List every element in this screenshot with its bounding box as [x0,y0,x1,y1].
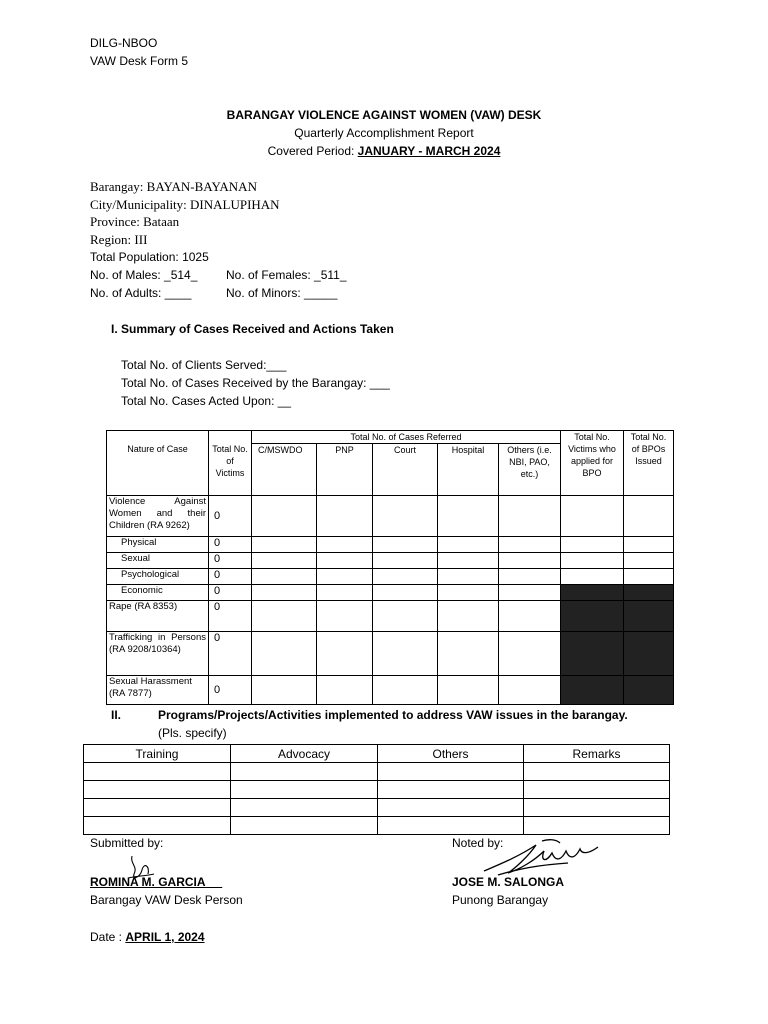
header-referred: Total No. of Cases Referred [252,431,561,444]
barangay-line: Barangay: BAYAN-BAYANAN [90,179,257,194]
row-nature: Psychological [107,569,209,585]
population-line: Total Population: 1025 [90,250,209,264]
header-others-ppa: Others [378,745,524,763]
noted-title: Punong Barangay [452,893,549,907]
noted-by-label: Noted by: [452,836,504,850]
adults-line [90,286,191,300]
row-victims: 0 [209,601,252,632]
males-value: _514_ [164,268,198,282]
table-row [107,553,674,569]
table-header-row [107,431,674,444]
table-row [84,799,670,817]
date-line [90,930,205,944]
females-label: No. of Females: [226,268,315,282]
table-row [107,676,674,705]
adults-value: ____ [164,286,192,300]
covered-period-label: Covered Period: [267,144,358,158]
row-nature: Sexual [107,553,209,569]
table-row [107,632,674,676]
header-remarks: Remarks [524,745,670,763]
header-pnp: PNP [317,444,373,496]
males-line [90,268,197,282]
province-line: Province: Bataan [90,214,180,229]
noted-name: JOSE M. SALONGA [452,875,565,889]
table-row [84,817,670,835]
document-subtitle: Quarterly Accomplishment Report [294,126,474,140]
row-nature: Rape (RA 8353) [107,601,209,632]
row-victims: 0 [209,537,252,553]
table-row [107,496,674,537]
header-total-victims: Total No. of Victims [209,431,252,496]
row-victims: 0 [209,585,252,601]
table-row [84,763,670,781]
shaded-cell [561,632,624,676]
adults-label: No. of Adults: [90,286,165,300]
header-cmswdo: C/MSWDO [252,444,317,496]
row-victims: 0 [209,569,252,585]
header-court: Court [373,444,438,496]
covered-period-value: JANUARY - MARCH 2024 [357,144,501,158]
minors-line [226,286,337,300]
shaded-cell [561,585,624,601]
table-row [107,601,674,632]
shaded-cell [561,676,624,705]
date-value: APRIL 1, 2024 [125,930,205,944]
row-victims: 0 [209,553,252,569]
males-label: No. of Males: [90,268,165,282]
header-others: Others (i.e. NBI, PAO, etc.) [499,444,561,496]
form-code: VAW Desk Form 5 [90,54,189,68]
row-victims: 0 [209,496,252,537]
cases-summary-table [106,430,674,705]
table-row [107,537,674,553]
shaded-cell [624,632,674,676]
section1-heading: I. Summary of Cases Received and Actions Taken [111,322,394,336]
clients-served-line: Total No. of Clients Served:___ [121,358,287,372]
minors-label: No. of Minors: [226,286,305,300]
females-value: _511_ [314,268,347,282]
header-bpos-issued: Total No. of BPOs Issued [624,431,674,496]
minors-value: _____ [304,286,338,300]
ppa-header-row [84,745,670,763]
row-victims: 0 [209,676,252,705]
submitted-name: ROMINA M. GARCIA [90,875,206,889]
header-applied-bpo: Total No. Victims who applied for BPO [561,431,624,496]
table-row [107,585,674,601]
table-row [84,781,670,799]
shaded-cell [561,601,624,632]
section2-number: II. [111,708,122,722]
cases-received-line: Total No. of Cases Received by the Barangay: ___ [121,376,390,390]
section2-heading: Programs/Projects/Activities implemented to address VAW issues in the barangay. [158,708,628,722]
ppa-table [83,744,670,835]
shaded-cell [624,585,674,601]
document-title: BARANGAY VIOLENCE AGAINST WOMEN (VAW) DESK [226,108,542,122]
covered-period [0,144,768,158]
header-hospital: Hospital [438,444,499,496]
region-line: Region: III [90,232,148,247]
row-nature: Violence Against Women and their Children (RA 9262) [107,496,209,537]
females-line [226,268,347,282]
shaded-cell [624,676,674,705]
org-code: DILG-NBOO [90,36,158,50]
section2-note: (Pls. specify) [158,726,227,740]
row-nature: Sexual Harassment (RA 7877) [107,676,209,705]
date-label: Date : [90,930,126,944]
row-nature: Trafficking in Persons (RA 9208/10364) [107,632,209,676]
shaded-cell [624,601,674,632]
row-nature: Physical [107,537,209,553]
row-nature: Economic [107,585,209,601]
submitted-title: Barangay VAW Desk Person [90,893,243,907]
submitted-by-label: Submitted by: [90,836,164,850]
cases-acted-line: Total No. Cases Acted Upon: __ [121,394,292,408]
row-victims: 0 [209,632,252,676]
header-nature: Nature of Case [107,431,209,496]
table-row [107,569,674,585]
header-advocacy: Advocacy [231,745,378,763]
header-training: Training [84,745,231,763]
city-line: City/Municipality: DINALUPIHAN [90,197,280,212]
